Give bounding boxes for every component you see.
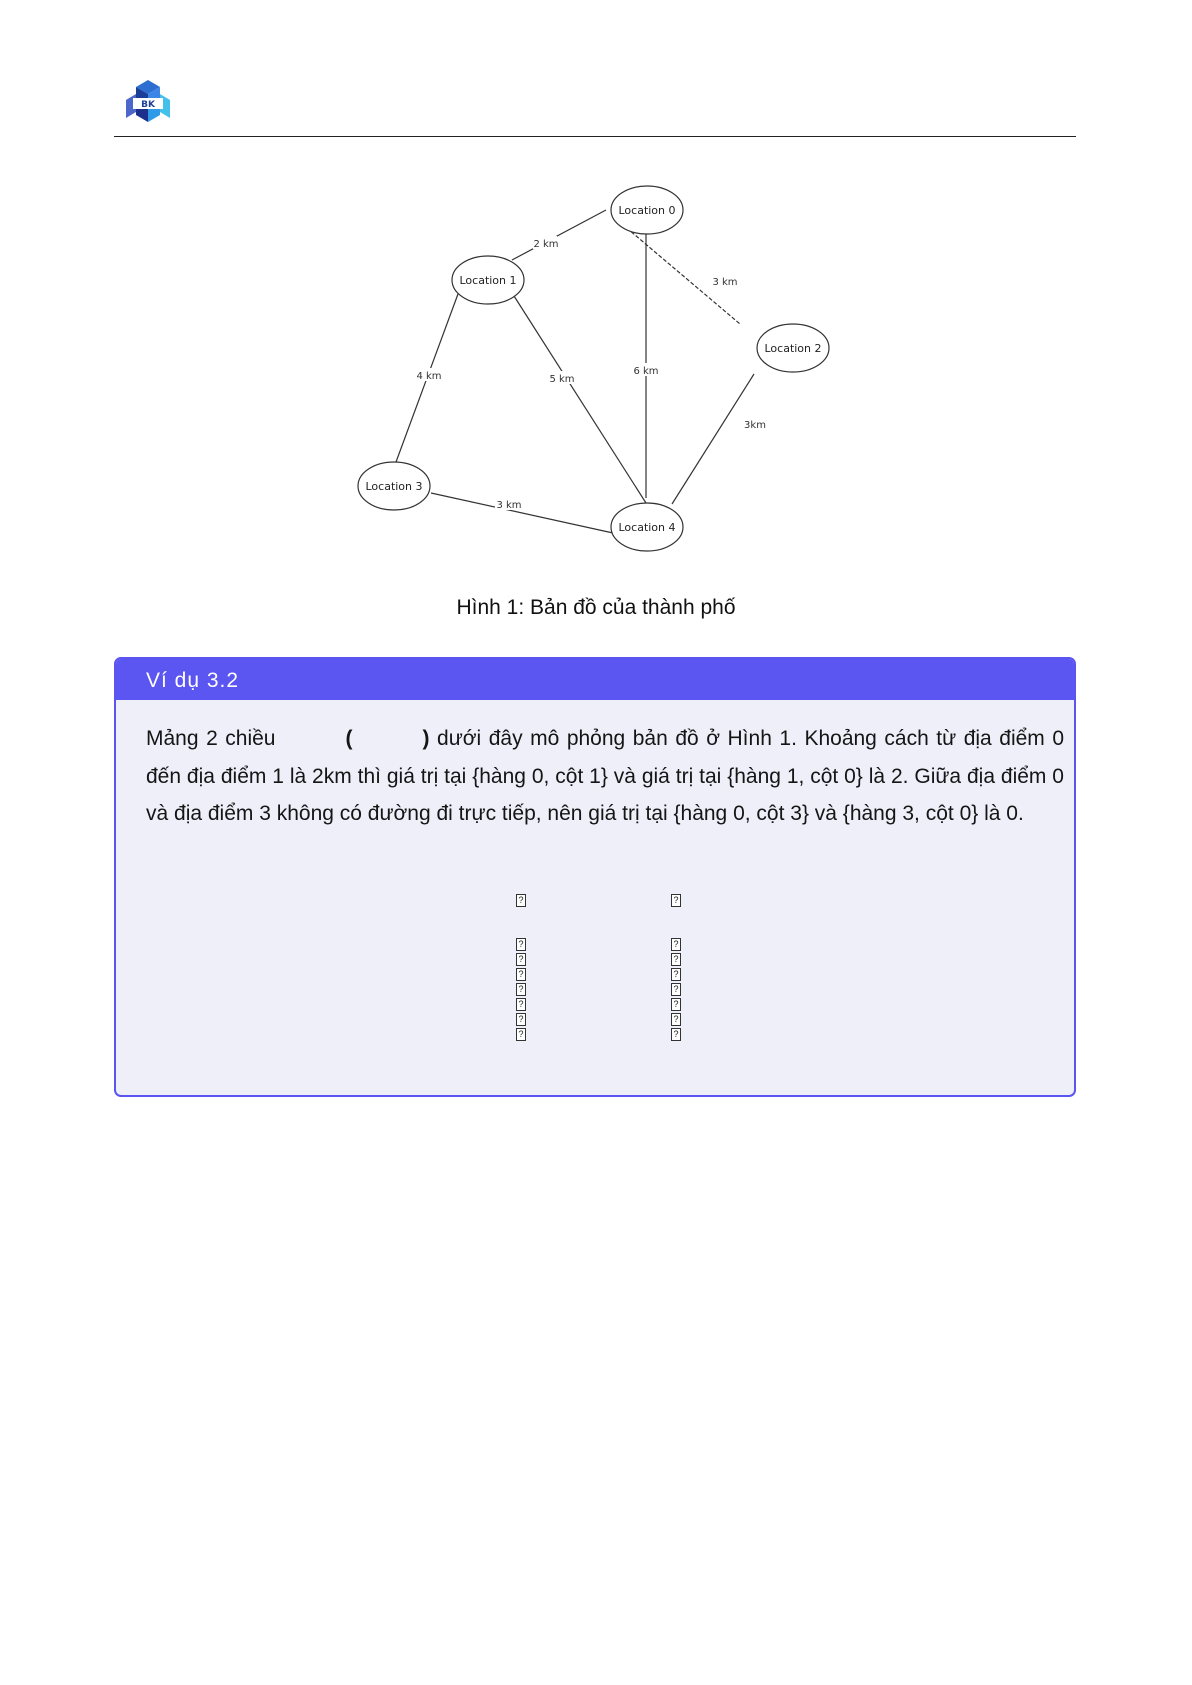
city-map-figure: [350, 178, 850, 558]
example-title: Ví dụ 3.2: [116, 659, 1074, 700]
missing-glyph: ?: [516, 953, 526, 966]
edge-label-0-1: 2 km: [533, 239, 559, 250]
edge-1-4: [514, 296, 646, 503]
example-text-rest: dưới đây mô phỏng bản đồ ở Hình 1. Khoảng cách từ địa điểm 0 đến địa điểm 1 là 2km thì giá trị tại {hàng 0, cột 1} và giá trị tại {hàng 1, cột 0} là 2. Giữa địa điểm 0 và địa điểm 3 không có đường đi trực tiếp, nên giá trị tại {hàng 0, cột 3} và {hàng 3, cột 0} là 0.: [146, 727, 1064, 825]
matrix-placeholder-glyphs: [116, 894, 1074, 1064]
missing-glyph: ?: [671, 894, 681, 907]
missing-glyph: ?: [516, 1028, 526, 1041]
missing-glyph: ?: [671, 1028, 681, 1041]
missing-glyph: ?: [516, 998, 526, 1011]
edge-label-1-4: 5 km: [549, 374, 575, 385]
node-label: Location 4: [618, 521, 676, 534]
node-location-1: [452, 256, 524, 304]
edge-2-4: [672, 374, 754, 504]
edge-label-0-2: 3 km: [712, 277, 738, 288]
figure-caption: Hình 1: Bản đồ của thành phố: [456, 596, 736, 619]
node-location-4: [611, 503, 683, 551]
missing-glyph: ?: [516, 938, 526, 951]
missing-glyph: ?: [516, 968, 526, 981]
node-label: Location 2: [764, 342, 822, 355]
edge-label-2-4: 3km: [744, 420, 766, 431]
missing-glyph: ?: [671, 968, 681, 981]
close-paren: ): [422, 727, 430, 750]
example-text-start: Mảng 2 chiều: [146, 727, 276, 750]
open-paren: (: [345, 727, 353, 750]
missing-glyph: ?: [671, 953, 681, 966]
missing-glyph: ?: [516, 894, 526, 907]
missing-glyph: ?: [516, 1013, 526, 1026]
city-graph: [350, 178, 850, 558]
missing-glyph: ?: [516, 983, 526, 996]
missing-glyph: ?: [671, 938, 681, 951]
missing-glyph: ?: [671, 983, 681, 996]
missing-glyph: ?: [671, 1013, 681, 1026]
node-location-0: [611, 186, 683, 234]
node-label: Location 1: [459, 274, 517, 287]
missing-glyph: ?: [671, 998, 681, 1011]
node-location-3: [358, 462, 430, 510]
edge-label-1-3: 4 km: [416, 371, 442, 382]
header-rule: [114, 136, 1076, 137]
bk-logo: [124, 78, 172, 128]
svg-text:BK: BK: [141, 100, 155, 110]
edge-label-0-4: 6 km: [633, 366, 659, 377]
example-box: [114, 657, 1076, 1097]
edge-label-3-4: 3 km: [496, 500, 522, 511]
node-label: Location 3: [365, 480, 423, 493]
node-location-2: [757, 324, 829, 372]
edge-0-1: [512, 210, 606, 260]
example-paragraph: [116, 700, 1074, 833]
node-label: Location 0: [618, 204, 676, 217]
